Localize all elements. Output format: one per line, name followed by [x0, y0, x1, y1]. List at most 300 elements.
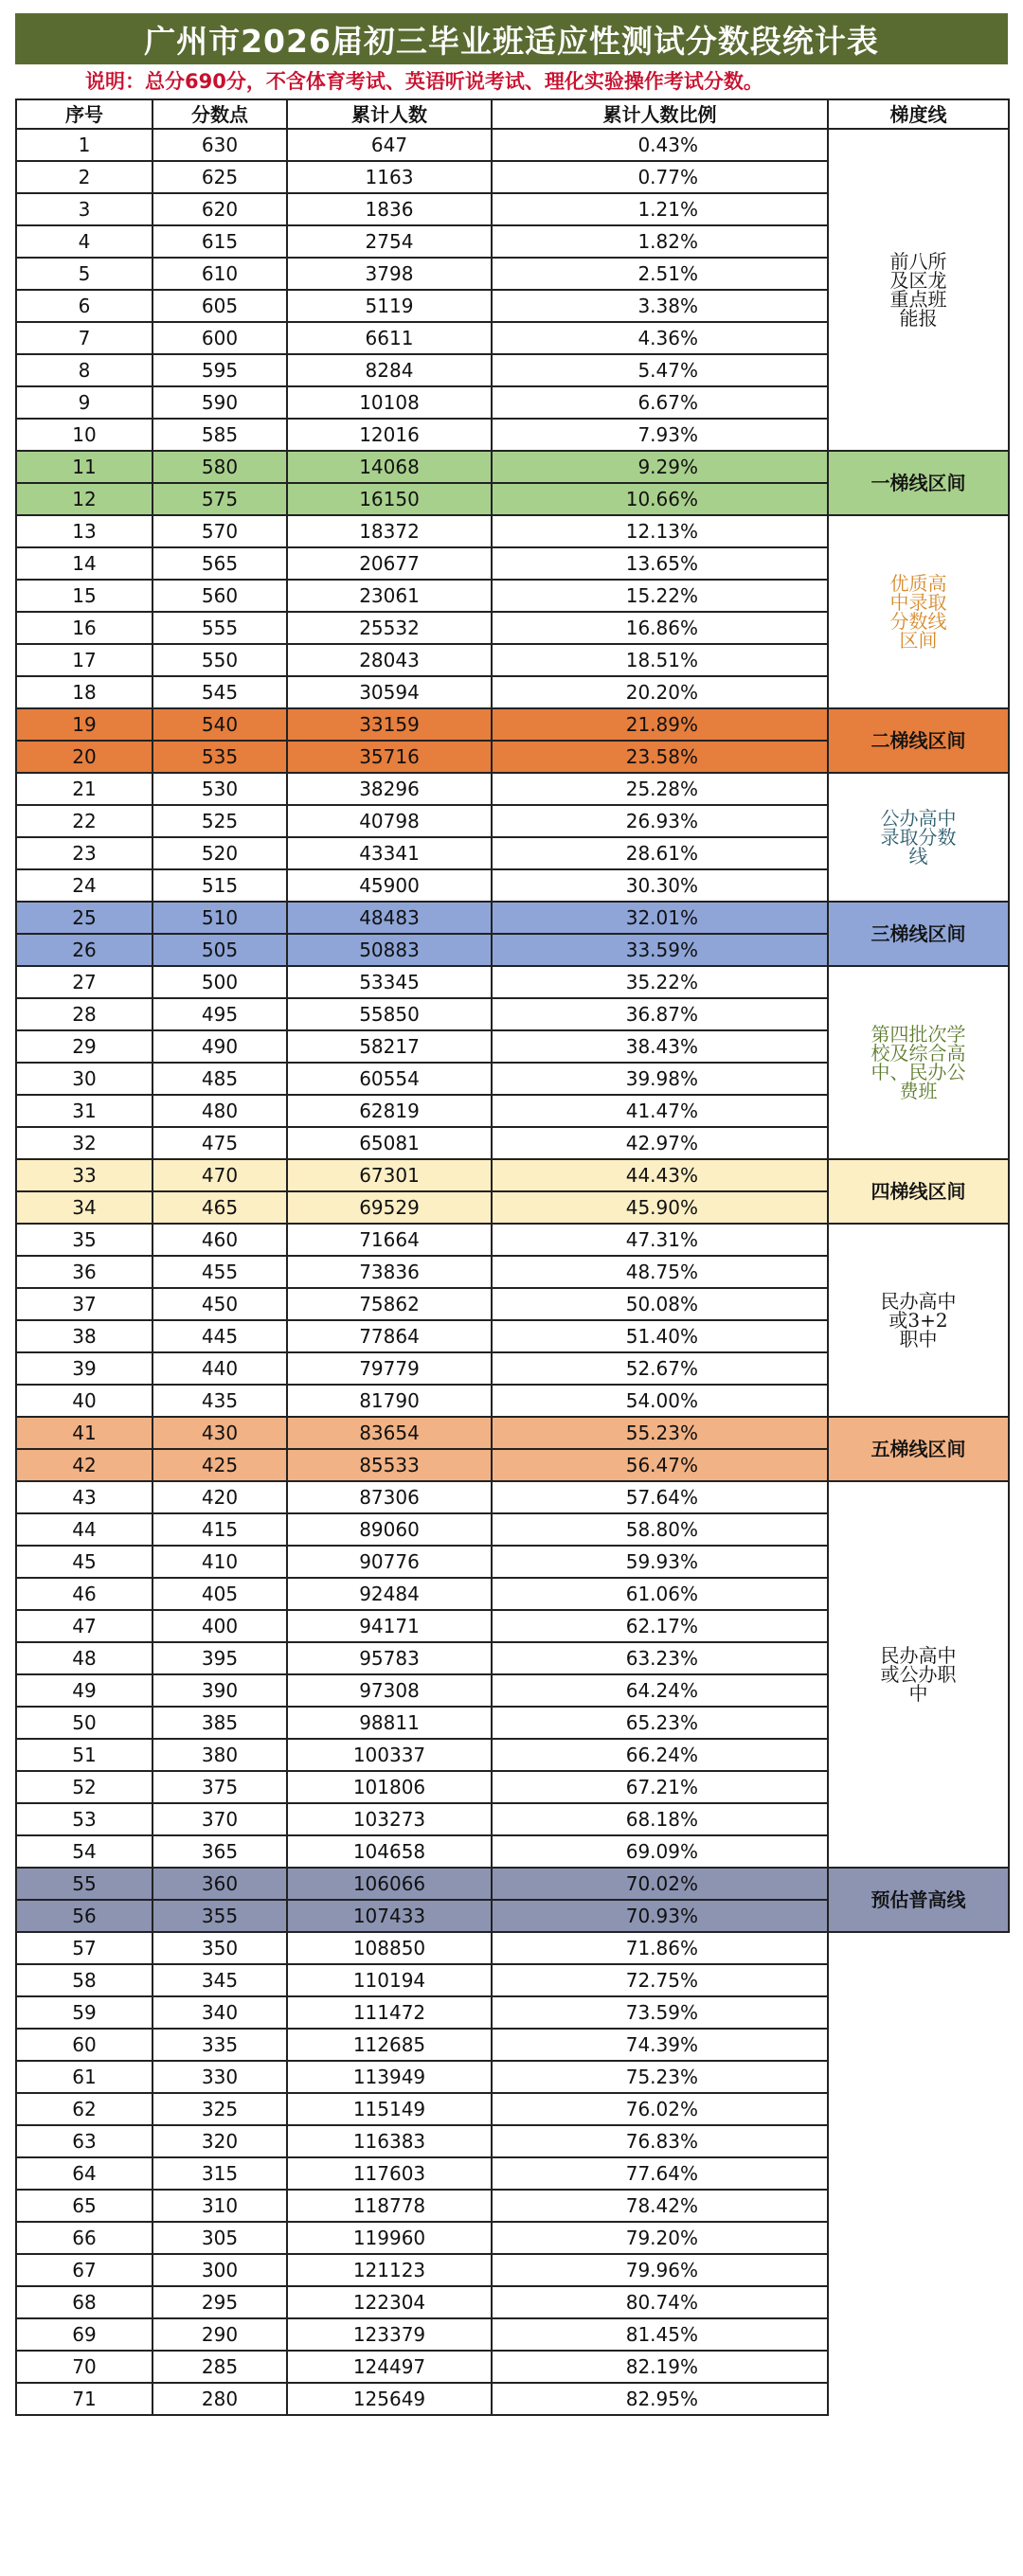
- cell-cumulative: 103273: [287, 1803, 492, 1835]
- cell-index: 14: [16, 547, 153, 580]
- cell-cumulative: 90776: [287, 1546, 492, 1578]
- cell-percentage: 45.90%: [492, 1191, 828, 1224]
- cell-percentage: 28.61%: [492, 837, 828, 869]
- cell-cumulative: 107433: [287, 1900, 492, 1932]
- cell-percentage: 0.77%: [492, 161, 828, 193]
- cell-score: 330: [153, 2061, 287, 2093]
- tier-label-text: 五梯线区间: [870, 1438, 966, 1460]
- cell-cumulative: 117603: [287, 2157, 492, 2190]
- cell-percentage: 36.87%: [492, 998, 828, 1030]
- cell-score: 560: [153, 580, 287, 612]
- cell-cumulative: 98811: [287, 1707, 492, 1739]
- cell-cumulative: 18372: [287, 515, 492, 547]
- cell-score: 550: [153, 644, 287, 676]
- cell-percentage: 58.80%: [492, 1513, 828, 1546]
- tier-label-text: 四梯线区间: [870, 1180, 966, 1203]
- cell-score: 555: [153, 612, 287, 644]
- cell-cumulative: 16150: [287, 483, 492, 515]
- cell-cumulative: 121123: [287, 2254, 492, 2286]
- cell-score: 375: [153, 1771, 287, 1803]
- cell-percentage: 63.23%: [492, 1642, 828, 1674]
- table-row: [16, 2351, 1009, 2383]
- cell-percentage: 55.23%: [492, 1417, 828, 1449]
- cell-index: 50: [16, 1707, 153, 1739]
- cell-cumulative: 108850: [287, 1932, 492, 1964]
- cell-cumulative: 48483: [287, 902, 492, 934]
- cell-score: 535: [153, 741, 287, 773]
- header-percentage: 累计人数比例: [492, 99, 828, 129]
- cell-score: 520: [153, 837, 287, 869]
- cell-score: 580: [153, 451, 287, 483]
- tier-label-text: 二梯线区间: [870, 729, 966, 752]
- cell-percentage: 74.39%: [492, 2029, 828, 2061]
- table-row: [16, 2286, 1009, 2318]
- table-header-row: [16, 99, 1009, 129]
- cell-index: 12: [16, 483, 153, 515]
- cell-index: 10: [16, 419, 153, 451]
- cell-index: 5: [16, 258, 153, 290]
- table-row: [16, 2093, 1009, 2125]
- cell-percentage: 59.93%: [492, 1546, 828, 1578]
- cell-index: 71: [16, 2383, 153, 2415]
- tier-label-text: 预估普高线: [870, 1888, 966, 1911]
- table-row: [16, 708, 1009, 741]
- cell-index: 1: [16, 129, 153, 161]
- tier-label: [828, 515, 1009, 708]
- cell-score: 595: [153, 354, 287, 386]
- cell-index: 45: [16, 1546, 153, 1578]
- cell-score: 470: [153, 1159, 287, 1191]
- cell-cumulative: 28043: [287, 644, 492, 676]
- cell-cumulative: 124497: [287, 2351, 492, 2383]
- cell-cumulative: 71664: [287, 1224, 492, 1256]
- cell-cumulative: 111472: [287, 1996, 492, 2029]
- cell-index: 4: [16, 225, 153, 258]
- table-row: [16, 2061, 1009, 2093]
- cell-index: 19: [16, 708, 153, 741]
- table-body: [16, 129, 1009, 2415]
- cell-percentage: 23.58%: [492, 741, 828, 773]
- cell-percentage: 78.42%: [492, 2190, 828, 2222]
- tier-label: [828, 773, 1009, 902]
- cell-score: 370: [153, 1803, 287, 1835]
- cell-cumulative: 30594: [287, 676, 492, 708]
- cell-score: 385: [153, 1707, 287, 1739]
- tier-label: [828, 1481, 1009, 1868]
- cell-score: 610: [153, 258, 287, 290]
- cell-percentage: 9.29%: [492, 451, 828, 483]
- cell-index: 40: [16, 1385, 153, 1417]
- tier-label: [828, 451, 1009, 515]
- table-row: [16, 2029, 1009, 2061]
- cell-score: 315: [153, 2157, 287, 2190]
- cell-score: 395: [153, 1642, 287, 1674]
- cell-cumulative: 113949: [287, 2061, 492, 2093]
- table-row: [16, 1964, 1009, 1996]
- cell-percentage: 66.24%: [492, 1739, 828, 1771]
- cell-cumulative: 101806: [287, 1771, 492, 1803]
- cell-index: 48: [16, 1642, 153, 1674]
- cell-index: 38: [16, 1320, 153, 1352]
- cell-index: 18: [16, 676, 153, 708]
- cell-score: 490: [153, 1030, 287, 1063]
- cell-percentage: 16.86%: [492, 612, 828, 644]
- cell-percentage: 30.30%: [492, 869, 828, 902]
- cell-score: 515: [153, 869, 287, 902]
- cell-score: 430: [153, 1417, 287, 1449]
- cell-percentage: 75.23%: [492, 2061, 828, 2093]
- cell-cumulative: 112685: [287, 2029, 492, 2061]
- cell-percentage: 64.24%: [492, 1674, 828, 1707]
- table-row: [16, 515, 1009, 547]
- cell-score: 350: [153, 1932, 287, 1964]
- cell-index: 61: [16, 2061, 153, 2093]
- table-row: [16, 1932, 1009, 1964]
- cell-index: 11: [16, 451, 153, 483]
- tier-label: [828, 129, 1009, 451]
- cell-percentage: 0.43%: [492, 129, 828, 161]
- cell-percentage: 77.64%: [492, 2157, 828, 2190]
- cell-index: 2: [16, 161, 153, 193]
- cell-score: 360: [153, 1868, 287, 1900]
- header-index: 序号: [16, 99, 153, 129]
- cell-cumulative: 8284: [287, 354, 492, 386]
- cell-score: 285: [153, 2351, 287, 2383]
- cell-index: 55: [16, 1868, 153, 1900]
- table-row: [16, 451, 1009, 483]
- cell-percentage: 50.08%: [492, 1288, 828, 1320]
- cell-index: 63: [16, 2125, 153, 2157]
- cell-score: 540: [153, 708, 287, 741]
- cell-index: 59: [16, 1996, 153, 2029]
- tier-label-text: 优质高 中录取 分数线 区间: [889, 572, 947, 652]
- cell-score: 295: [153, 2286, 287, 2318]
- cell-index: 64: [16, 2157, 153, 2190]
- cell-score: 600: [153, 322, 287, 354]
- cell-percentage: 15.22%: [492, 580, 828, 612]
- cell-index: 29: [16, 1030, 153, 1063]
- cell-index: 33: [16, 1159, 153, 1191]
- table-row: [16, 2254, 1009, 2286]
- cell-index: 47: [16, 1610, 153, 1642]
- cell-score: 365: [153, 1835, 287, 1868]
- cell-percentage: 1.21%: [492, 193, 828, 225]
- cell-percentage: 41.47%: [492, 1095, 828, 1127]
- cell-cumulative: 85533: [287, 1449, 492, 1481]
- cell-score: 465: [153, 1191, 287, 1224]
- cell-index: 70: [16, 2351, 153, 2383]
- cell-cumulative: 23061: [287, 580, 492, 612]
- table-row: [16, 2318, 1009, 2351]
- cell-index: 39: [16, 1352, 153, 1385]
- cell-cumulative: 1163: [287, 161, 492, 193]
- cell-percentage: 3.38%: [492, 290, 828, 322]
- cell-score: 500: [153, 966, 287, 998]
- cell-percentage: 67.21%: [492, 1771, 828, 1803]
- cell-percentage: 80.74%: [492, 2286, 828, 2318]
- cell-cumulative: 69529: [287, 1191, 492, 1224]
- cell-percentage: 56.47%: [492, 1449, 828, 1481]
- cell-index: 32: [16, 1127, 153, 1159]
- table-row: [16, 1481, 1009, 1513]
- cell-percentage: 71.86%: [492, 1932, 828, 1964]
- cell-score: 305: [153, 2222, 287, 2254]
- cell-score: 510: [153, 902, 287, 934]
- cell-score: 460: [153, 1224, 287, 1256]
- cell-cumulative: 10108: [287, 386, 492, 419]
- cell-index: 25: [16, 902, 153, 934]
- cell-cumulative: 12016: [287, 419, 492, 451]
- note-text: 说明：总分690分，不含体育考试、英语听说考试、理化实验操作考试分数。: [85, 70, 763, 93]
- cell-cumulative: 20677: [287, 547, 492, 580]
- score-table: [15, 98, 1010, 2416]
- cell-score: 425: [153, 1449, 287, 1481]
- header-score: 分数点: [153, 99, 287, 129]
- cell-index: 26: [16, 934, 153, 966]
- cell-percentage: 76.83%: [492, 2125, 828, 2157]
- cell-percentage: 1.82%: [492, 225, 828, 258]
- cell-index: 17: [16, 644, 153, 676]
- cell-score: 480: [153, 1095, 287, 1127]
- tier-label-text: 前八所 及区龙 重点班 能报: [889, 250, 947, 330]
- cell-index: 28: [16, 998, 153, 1030]
- cell-cumulative: 81790: [287, 1385, 492, 1417]
- cell-cumulative: 67301: [287, 1159, 492, 1191]
- cell-index: 54: [16, 1835, 153, 1868]
- tier-label: [828, 1159, 1009, 1224]
- cell-cumulative: 62819: [287, 1095, 492, 1127]
- cell-index: 31: [16, 1095, 153, 1127]
- cell-percentage: 57.64%: [492, 1481, 828, 1513]
- cell-index: 46: [16, 1578, 153, 1610]
- page-title: 广州市2026届初三毕业班适应性测试分数段统计表: [15, 13, 1008, 64]
- cell-index: 8: [16, 354, 153, 386]
- cell-score: 620: [153, 193, 287, 225]
- cell-percentage: 81.45%: [492, 2318, 828, 2351]
- table-row: [16, 1224, 1009, 1256]
- cell-percentage: 68.18%: [492, 1803, 828, 1835]
- cell-percentage: 69.09%: [492, 1835, 828, 1868]
- cell-percentage: 51.40%: [492, 1320, 828, 1352]
- cell-percentage: 82.95%: [492, 2383, 828, 2415]
- cell-score: 340: [153, 1996, 287, 2029]
- tier-label: [828, 1417, 1009, 1481]
- cell-score: 585: [153, 419, 287, 451]
- cell-score: 390: [153, 1674, 287, 1707]
- cell-cumulative: 38296: [287, 773, 492, 805]
- cell-score: 325: [153, 2093, 287, 2125]
- cell-cumulative: 83654: [287, 1417, 492, 1449]
- cell-index: 53: [16, 1803, 153, 1835]
- cell-cumulative: 118778: [287, 2190, 492, 2222]
- cell-cumulative: 75862: [287, 1288, 492, 1320]
- cell-index: 35: [16, 1224, 153, 1256]
- cell-index: 36: [16, 1256, 153, 1288]
- cell-percentage: 35.22%: [492, 966, 828, 998]
- cell-percentage: 70.93%: [492, 1900, 828, 1932]
- cell-cumulative: 14068: [287, 451, 492, 483]
- cell-percentage: 79.96%: [492, 2254, 828, 2286]
- cell-cumulative: 58217: [287, 1030, 492, 1063]
- table-row: [16, 2222, 1009, 2254]
- cell-score: 450: [153, 1288, 287, 1320]
- table-row: [16, 2157, 1009, 2190]
- cell-percentage: 26.93%: [492, 805, 828, 837]
- cell-cumulative: 50883: [287, 934, 492, 966]
- cell-index: 60: [16, 2029, 153, 2061]
- cell-cumulative: 115149: [287, 2093, 492, 2125]
- cell-score: 505: [153, 934, 287, 966]
- cell-cumulative: 87306: [287, 1481, 492, 1513]
- cell-score: 605: [153, 290, 287, 322]
- cell-cumulative: 35716: [287, 741, 492, 773]
- cell-percentage: 2.51%: [492, 258, 828, 290]
- cell-score: 410: [153, 1546, 287, 1578]
- cell-index: 30: [16, 1063, 153, 1095]
- cell-percentage: 10.66%: [492, 483, 828, 515]
- cell-percentage: 39.98%: [492, 1063, 828, 1095]
- cell-cumulative: 104658: [287, 1835, 492, 1868]
- cell-score: 495: [153, 998, 287, 1030]
- cell-score: 485: [153, 1063, 287, 1095]
- table-row: [16, 1417, 1009, 1449]
- cell-score: 310: [153, 2190, 287, 2222]
- cell-score: 525: [153, 805, 287, 837]
- cell-cumulative: 45900: [287, 869, 492, 902]
- cell-index: 41: [16, 1417, 153, 1449]
- cell-cumulative: 43341: [287, 837, 492, 869]
- cell-score: 445: [153, 1320, 287, 1352]
- cell-score: 420: [153, 1481, 287, 1513]
- tier-label-text: 一梯线区间: [870, 472, 966, 494]
- cell-percentage: 5.47%: [492, 354, 828, 386]
- cell-index: 37: [16, 1288, 153, 1320]
- cell-cumulative: 100337: [287, 1739, 492, 1771]
- cell-percentage: 6.67%: [492, 386, 828, 419]
- cell-cumulative: 1836: [287, 193, 492, 225]
- tier-label: [828, 902, 1009, 966]
- cell-cumulative: 106066: [287, 1868, 492, 1900]
- cell-score: 615: [153, 225, 287, 258]
- cell-score: 590: [153, 386, 287, 419]
- cell-index: 16: [16, 612, 153, 644]
- tier-label-text: 民办高中 或3+2 职中: [880, 1290, 957, 1351]
- cell-score: 345: [153, 1964, 287, 1996]
- cell-index: 56: [16, 1900, 153, 1932]
- table-row: [16, 2190, 1009, 2222]
- cell-percentage: 44.43%: [492, 1159, 828, 1191]
- cell-index: 57: [16, 1932, 153, 1964]
- cell-cumulative: 33159: [287, 708, 492, 741]
- cell-percentage: 54.00%: [492, 1385, 828, 1417]
- cell-index: 3: [16, 193, 153, 225]
- table-row: [16, 1159, 1009, 1191]
- cell-score: 455: [153, 1256, 287, 1288]
- cell-index: 6: [16, 290, 153, 322]
- cell-percentage: 18.51%: [492, 644, 828, 676]
- cell-index: 7: [16, 322, 153, 354]
- cell-index: 24: [16, 869, 153, 902]
- cell-percentage: 65.23%: [492, 1707, 828, 1739]
- cell-score: 415: [153, 1513, 287, 1546]
- cell-percentage: 52.67%: [492, 1352, 828, 1385]
- cell-score: 280: [153, 2383, 287, 2415]
- cell-percentage: 61.06%: [492, 1578, 828, 1610]
- cell-percentage: 76.02%: [492, 2093, 828, 2125]
- cell-index: 62: [16, 2093, 153, 2125]
- cell-index: 49: [16, 1674, 153, 1707]
- cell-score: 380: [153, 1739, 287, 1771]
- header-cumulative: 累计人数: [287, 99, 492, 129]
- table-row: [16, 2383, 1009, 2415]
- cell-index: 21: [16, 773, 153, 805]
- cell-cumulative: 5119: [287, 290, 492, 322]
- cell-percentage: 33.59%: [492, 934, 828, 966]
- cell-index: 23: [16, 837, 153, 869]
- cell-index: 69: [16, 2318, 153, 2351]
- cell-cumulative: 53345: [287, 966, 492, 998]
- cell-percentage: 48.75%: [492, 1256, 828, 1288]
- cell-score: 565: [153, 547, 287, 580]
- cell-percentage: 42.97%: [492, 1127, 828, 1159]
- tier-label: [828, 1868, 1009, 1932]
- cell-score: 355: [153, 1900, 287, 1932]
- table-row: [16, 129, 1009, 161]
- cell-cumulative: 60554: [287, 1063, 492, 1095]
- cell-index: 58: [16, 1964, 153, 1996]
- cell-index: 9: [16, 386, 153, 419]
- cell-cumulative: 125649: [287, 2383, 492, 2415]
- cell-index: 44: [16, 1513, 153, 1546]
- cell-score: 290: [153, 2318, 287, 2351]
- cell-percentage: 4.36%: [492, 322, 828, 354]
- table-row: [16, 966, 1009, 998]
- tier-label: [828, 966, 1009, 1159]
- cell-cumulative: 110194: [287, 1964, 492, 1996]
- cell-percentage: 7.93%: [492, 419, 828, 451]
- cell-cumulative: 647: [287, 129, 492, 161]
- cell-percentage: 20.20%: [492, 676, 828, 708]
- cell-score: 475: [153, 1127, 287, 1159]
- table-row: [16, 2125, 1009, 2157]
- cell-percentage: 25.28%: [492, 773, 828, 805]
- cell-index: 51: [16, 1739, 153, 1771]
- cell-cumulative: 95783: [287, 1642, 492, 1674]
- tier-label-text: 公办高中 录取分数 线: [880, 807, 957, 868]
- cell-cumulative: 2754: [287, 225, 492, 258]
- table-row: [16, 902, 1009, 934]
- cell-percentage: 79.20%: [492, 2222, 828, 2254]
- cell-cumulative: 65081: [287, 1127, 492, 1159]
- cell-score: 625: [153, 161, 287, 193]
- cell-score: 400: [153, 1610, 287, 1642]
- cell-cumulative: 94171: [287, 1610, 492, 1642]
- cell-score: 440: [153, 1352, 287, 1385]
- cell-index: 68: [16, 2286, 153, 2318]
- cell-index: 13: [16, 515, 153, 547]
- cell-score: 405: [153, 1578, 287, 1610]
- cell-score: 335: [153, 2029, 287, 2061]
- cell-percentage: 47.31%: [492, 1224, 828, 1256]
- cell-cumulative: 116383: [287, 2125, 492, 2157]
- cell-score: 530: [153, 773, 287, 805]
- cell-index: 65: [16, 2190, 153, 2222]
- cell-score: 300: [153, 2254, 287, 2286]
- cell-score: 630: [153, 129, 287, 161]
- cell-cumulative: 97308: [287, 1674, 492, 1707]
- cell-cumulative: 55850: [287, 998, 492, 1030]
- cell-cumulative: 89060: [287, 1513, 492, 1546]
